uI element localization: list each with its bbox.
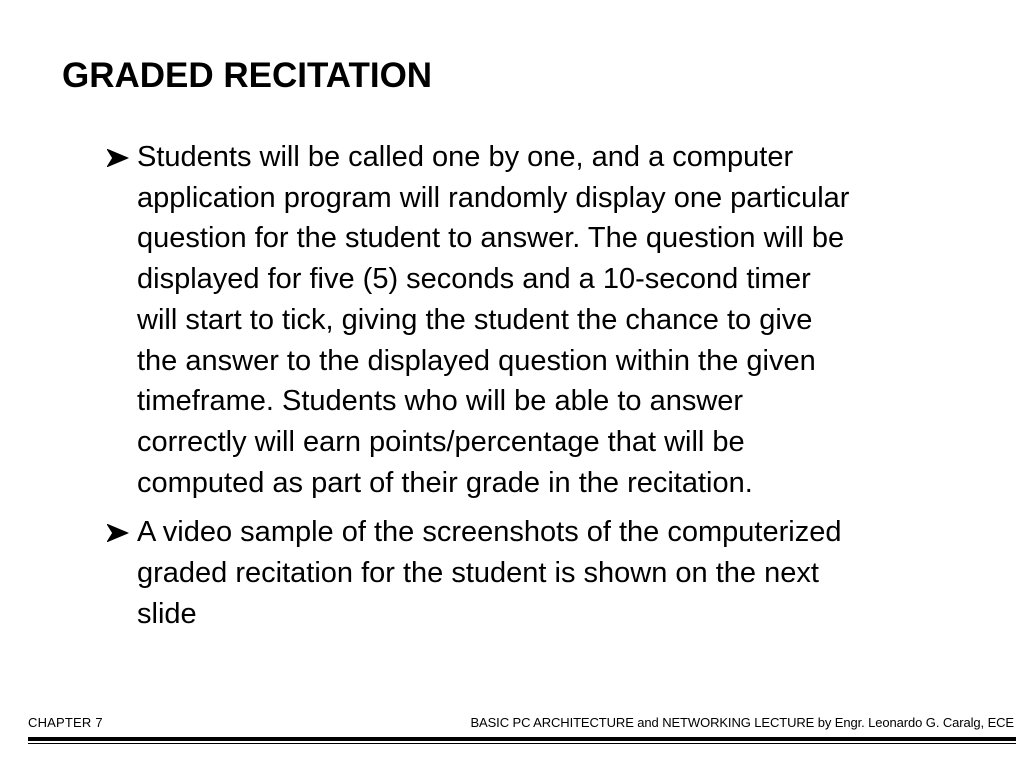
bullet-text-line: displayed for five (5) seconds and a 10-second timer [137,263,811,296]
bullet-text-line: the answer to the displayed question within the given [137,344,816,377]
arrowhead-bullet-icon [106,137,132,177]
bullet-text-line: slide [137,597,197,630]
slide-footer [28,712,1016,752]
footer-divider-thick [28,737,1016,741]
bullet-text-line: Students will be called one by one, and a computer [137,141,794,173]
bullet-item [106,137,986,503]
bullet-text-line: computed as part of their grade in the recitation. [137,466,753,499]
footer-divider-thin [28,743,1016,744]
bullet-list [106,137,986,643]
bullet-text-line: application program will randomly display one particular [137,181,850,214]
bullet-text-line: correctly will earn points/percentage that will be [137,425,745,458]
bullet-text-line: graded recitation for the student is shown on the next [137,557,819,590]
bullet-text-line: timeframe. Students who will be able to answer [137,385,744,418]
arrowhead-bullet-icon [106,512,132,552]
bullet-item [106,512,986,634]
footer-chapter-label: CHAPTER 7 [28,715,103,730]
slide-title: GRADED RECITATION [62,56,433,95]
footer-credit-label: BASIC PC ARCHITECTURE and NETWORKING LECTURE by Engr. Leonardo G. Caralg, ECE [470,715,1014,730]
bullet-text-line: question for the student to answer. The question will be [137,222,845,255]
bullet-text-line: will start to tick, giving the student the chance to give [137,303,813,336]
bullet-text-line: A video sample of the screenshots of the computerized [137,516,842,549]
